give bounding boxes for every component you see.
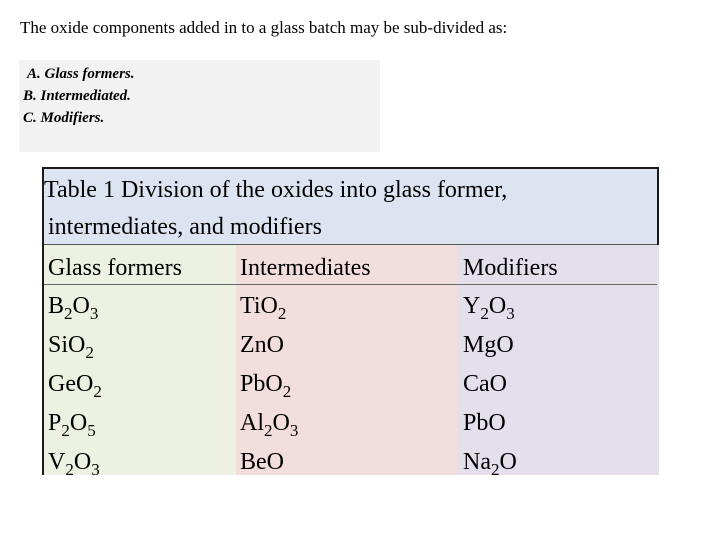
category-modifiers: C. Modifiers. — [23, 110, 105, 126]
formula-element: O — [272, 410, 290, 436]
formula-subscript: 3 — [506, 304, 515, 323]
formula-element: O — [266, 449, 285, 475]
formula-modifiers — [463, 291, 515, 321]
formula-subscript: 5 — [87, 421, 96, 440]
formula-element: Pb — [240, 371, 266, 397]
formula-element: Si — [48, 332, 69, 358]
formula-intermediates — [240, 408, 298, 438]
header-intermediates: Intermediates — [240, 255, 371, 281]
formula-element: O — [75, 371, 94, 397]
oxide-table — [42, 167, 659, 479]
formula-element: B — [48, 293, 65, 319]
formula-subscript: 2 — [264, 421, 273, 440]
formula-modifiers — [463, 447, 517, 477]
formula-element: O — [72, 293, 90, 319]
formula-element: O — [68, 332, 86, 358]
formula-element: Pb — [463, 410, 489, 436]
formula-glass-formers — [48, 408, 96, 438]
formula-subscript: 3 — [289, 421, 299, 440]
formula-element: P — [48, 410, 62, 436]
formula-intermediates — [240, 369, 291, 399]
formula-element: Mg — [463, 332, 497, 358]
table-caption — [44, 169, 657, 245]
category-glass-formers: A. Glass formers. — [27, 66, 135, 82]
formula-intermediates — [240, 291, 286, 321]
formula-element: Ge — [48, 371, 76, 397]
formula-subscript: 2 — [282, 382, 292, 401]
formula-element: O — [496, 332, 514, 358]
formula-element: O — [489, 371, 508, 397]
header-divider — [44, 284, 657, 285]
formula-subscript: 3 — [91, 460, 100, 479]
categories-box — [19, 60, 380, 152]
formula-element: O — [69, 410, 88, 436]
formula-element: Zn — [240, 332, 267, 358]
formula-element: Be — [240, 449, 267, 475]
formula-intermediates — [240, 330, 284, 360]
formula-element: O — [266, 332, 285, 358]
formula-subscript: 2 — [65, 460, 74, 479]
formula-subscript: 2 — [490, 460, 500, 479]
formula-element: O — [73, 449, 92, 475]
formula-element: O — [488, 293, 507, 319]
formula-subscript: 2 — [277, 304, 287, 323]
formula-subscript: 2 — [93, 382, 102, 401]
formula-subscript: 2 — [480, 304, 489, 323]
formula-glass-formers — [48, 330, 94, 360]
formula-element: Ti — [240, 293, 261, 319]
formula-element: O — [260, 293, 278, 319]
intro-text: The oxide components added in to a glass batch may be sub-divided as: — [20, 18, 508, 37]
formula-glass-formers — [48, 291, 98, 321]
formula-subscript: 3 — [89, 304, 99, 323]
formula-intermediates — [240, 447, 284, 477]
formula-subscript: 2 — [64, 304, 73, 323]
table-caption-line1: Table 1 Division of the oxides into glass former, — [44, 177, 508, 203]
formula-element: O — [488, 410, 506, 436]
formula-element: Al — [240, 410, 264, 436]
formula-subscript: 2 — [61, 421, 70, 440]
formula-element: Na — [463, 449, 491, 475]
formula-element: V — [48, 449, 66, 475]
formula-modifiers — [463, 369, 507, 399]
formula-glass-formers — [48, 447, 100, 477]
header-modifiers: Modifiers — [463, 255, 558, 281]
header-glass-formers: Glass formers — [48, 255, 182, 281]
formula-modifiers — [463, 408, 506, 438]
formula-element: O — [499, 449, 517, 475]
formula-modifiers — [463, 330, 514, 360]
table-caption-line2: intermediates, and modifiers — [48, 214, 322, 240]
category-intermediated: B. Intermediated. — [23, 88, 131, 104]
formula-element: O — [265, 371, 283, 397]
formula-element: Y — [463, 293, 481, 319]
formula-glass-formers — [48, 369, 102, 399]
formula-subscript: 2 — [85, 343, 94, 362]
formula-element: Ca — [463, 371, 490, 397]
